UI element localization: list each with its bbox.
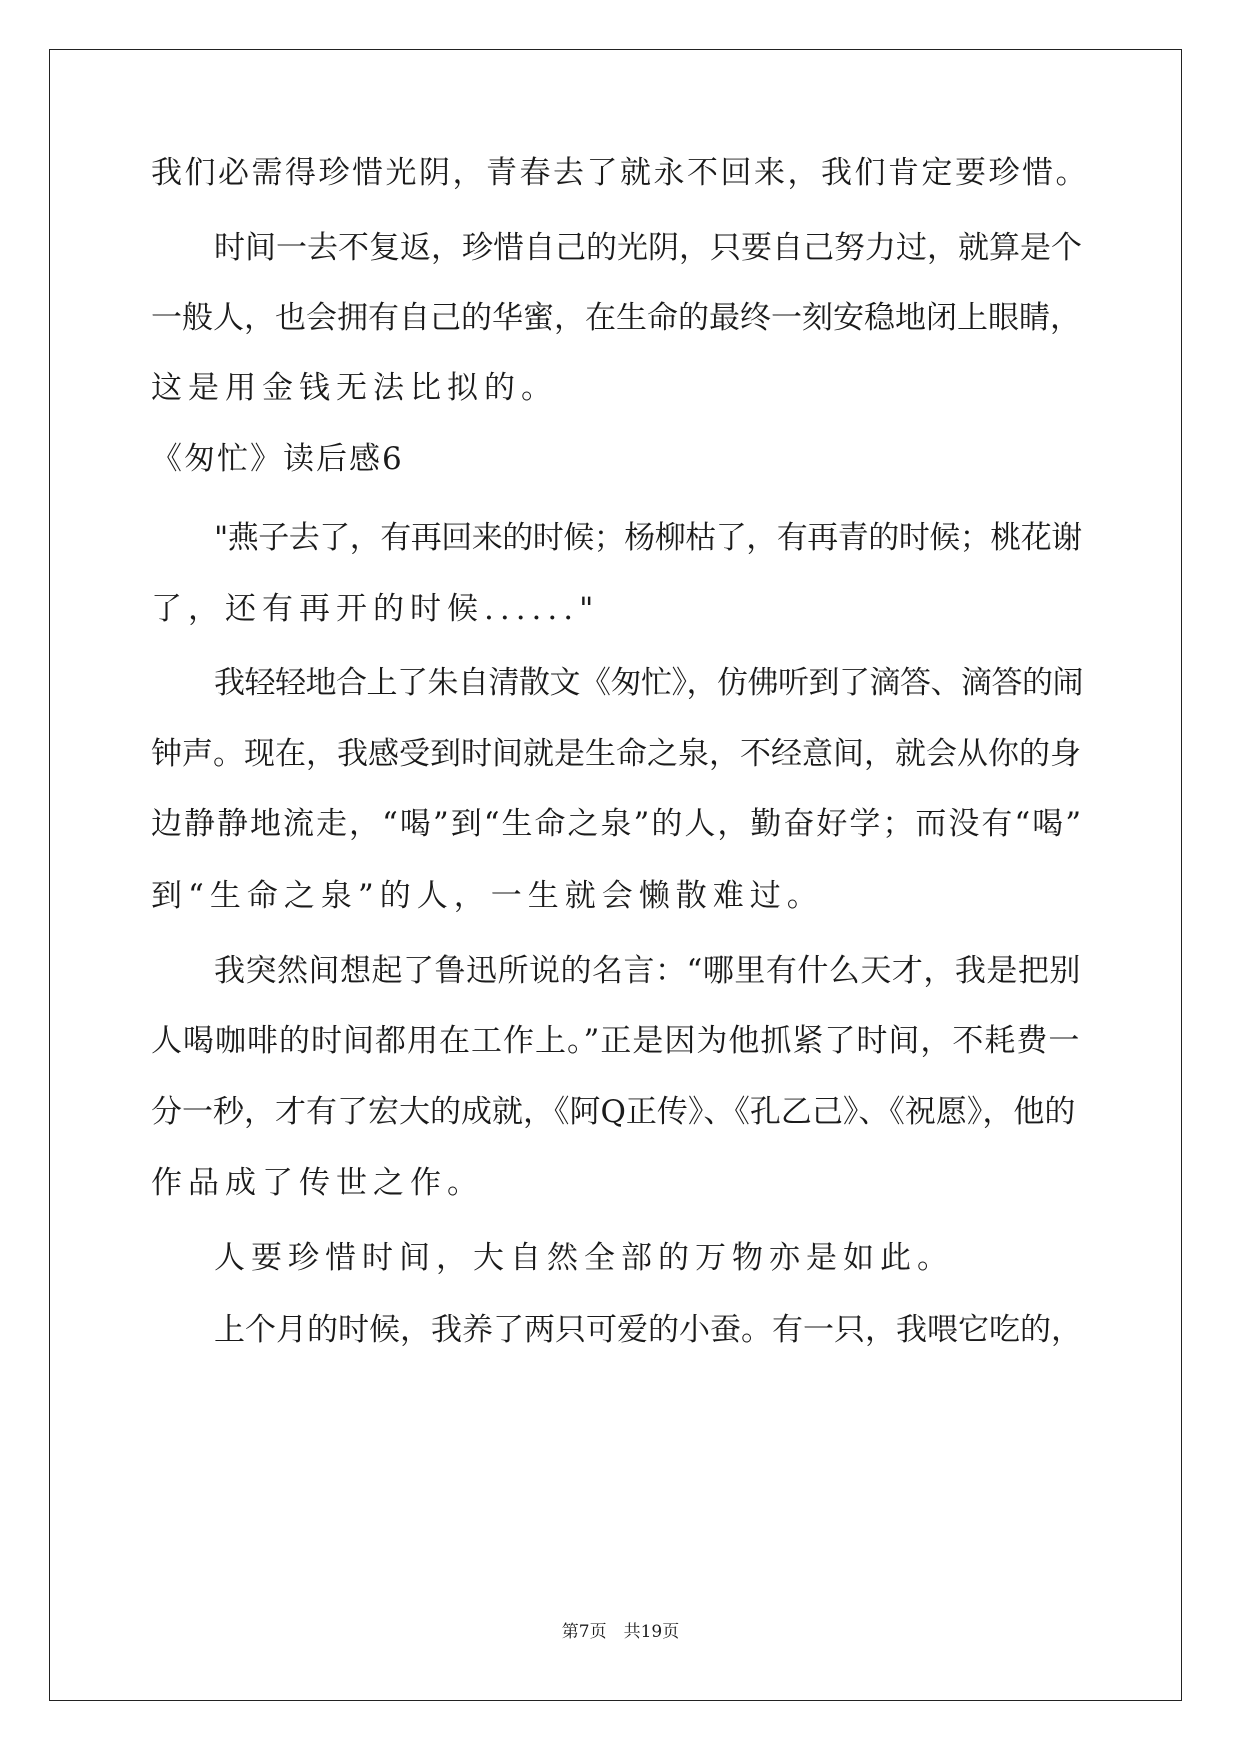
section-heading: 《匆忙》读后感6	[151, 441, 404, 477]
text-line: 我们必需得珍惜光阴，青春去了就永不回来，我们肯定要珍惜。	[151, 155, 1089, 191]
text-line: 上个月的时候，我养了两只可爱的小蚕。有一只，我喂它吃的，	[214, 1312, 1082, 1348]
text-line: 了，还有再开的时候......"	[151, 591, 600, 627]
text-line: 到“生命之泉”的人，一生就会懒散难过。	[151, 878, 824, 914]
page-border	[49, 49, 1182, 1701]
text-line: 边静静地流走，“喝”到“生命之泉”的人，勤奋好学；而没有“喝”	[151, 806, 1084, 842]
text-line: 时间一去不复返，珍惜自己的光阴，只要自己努力过，就算是个	[214, 230, 1082, 266]
page-number-footer: 第7页 共19页	[561, 1622, 680, 1642]
text-line: 钟声。现在，我感受到时间就是生命之泉，不经意间，就会从你的身	[151, 736, 1081, 772]
text-line: 我突然间想起了鲁迅所说的名言：“哪里有什么天才，我是把别	[214, 953, 1081, 989]
text-line: 人要珍惜时间，大自然全部的万物亦是如此。	[214, 1240, 954, 1276]
text-line: 分一秒，才有了宏大的成就，《阿Q正传》、《孔乙己》、《祝愿》，他的	[151, 1094, 1076, 1130]
text-line: 作品成了传世之作。	[151, 1165, 484, 1201]
text-line: 一般人，也会拥有自己的华蜜，在生命的最终一刻安稳地闭上眼睛，	[151, 300, 1081, 336]
text-line: "燕子去了，有再回来的时候；杨柳枯了，有再青的时候；桃花谢	[214, 520, 1082, 556]
text-line: 人喝咖啡的时间都用在工作上。”正是因为他抓紧了时间，不耗费一	[151, 1023, 1081, 1059]
text-line: 这是用金钱无法比拟的。	[151, 370, 558, 406]
text-line: 我轻轻地合上了朱自清散文《匆忙》，仿佛听到了滴答、滴答的闹	[214, 665, 1083, 701]
